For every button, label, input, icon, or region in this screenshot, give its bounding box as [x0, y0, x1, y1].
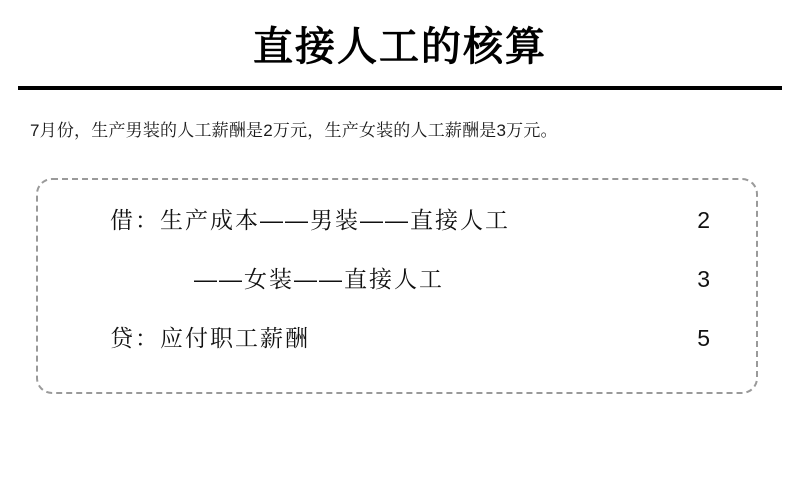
- title-block: [0, 0, 800, 90]
- title-divider: [18, 86, 782, 90]
- journal-entry-row: [68, 261, 726, 294]
- journal-entry-text: ——女装——直接人工: [194, 266, 444, 292]
- journal-entry-amount: 2: [697, 207, 710, 233]
- journal-entry-text: 借：生产成本——男装——直接人工: [110, 207, 510, 233]
- problem-statement: 7月份，生产男装的人工薪酬是2万元，生产女装的人工薪酬是3万元。: [30, 121, 558, 140]
- journal-entry-text: 贷：应付职工薪酬: [110, 325, 310, 351]
- journal-entry-amount: 5: [697, 325, 710, 351]
- page-title: 直接人工的核算: [253, 25, 547, 69]
- journal-entry-amount: 3: [697, 266, 710, 292]
- journal-entry-row: [68, 320, 726, 353]
- journal-entry-row: [68, 202, 726, 235]
- journal-entry-box: [36, 178, 758, 394]
